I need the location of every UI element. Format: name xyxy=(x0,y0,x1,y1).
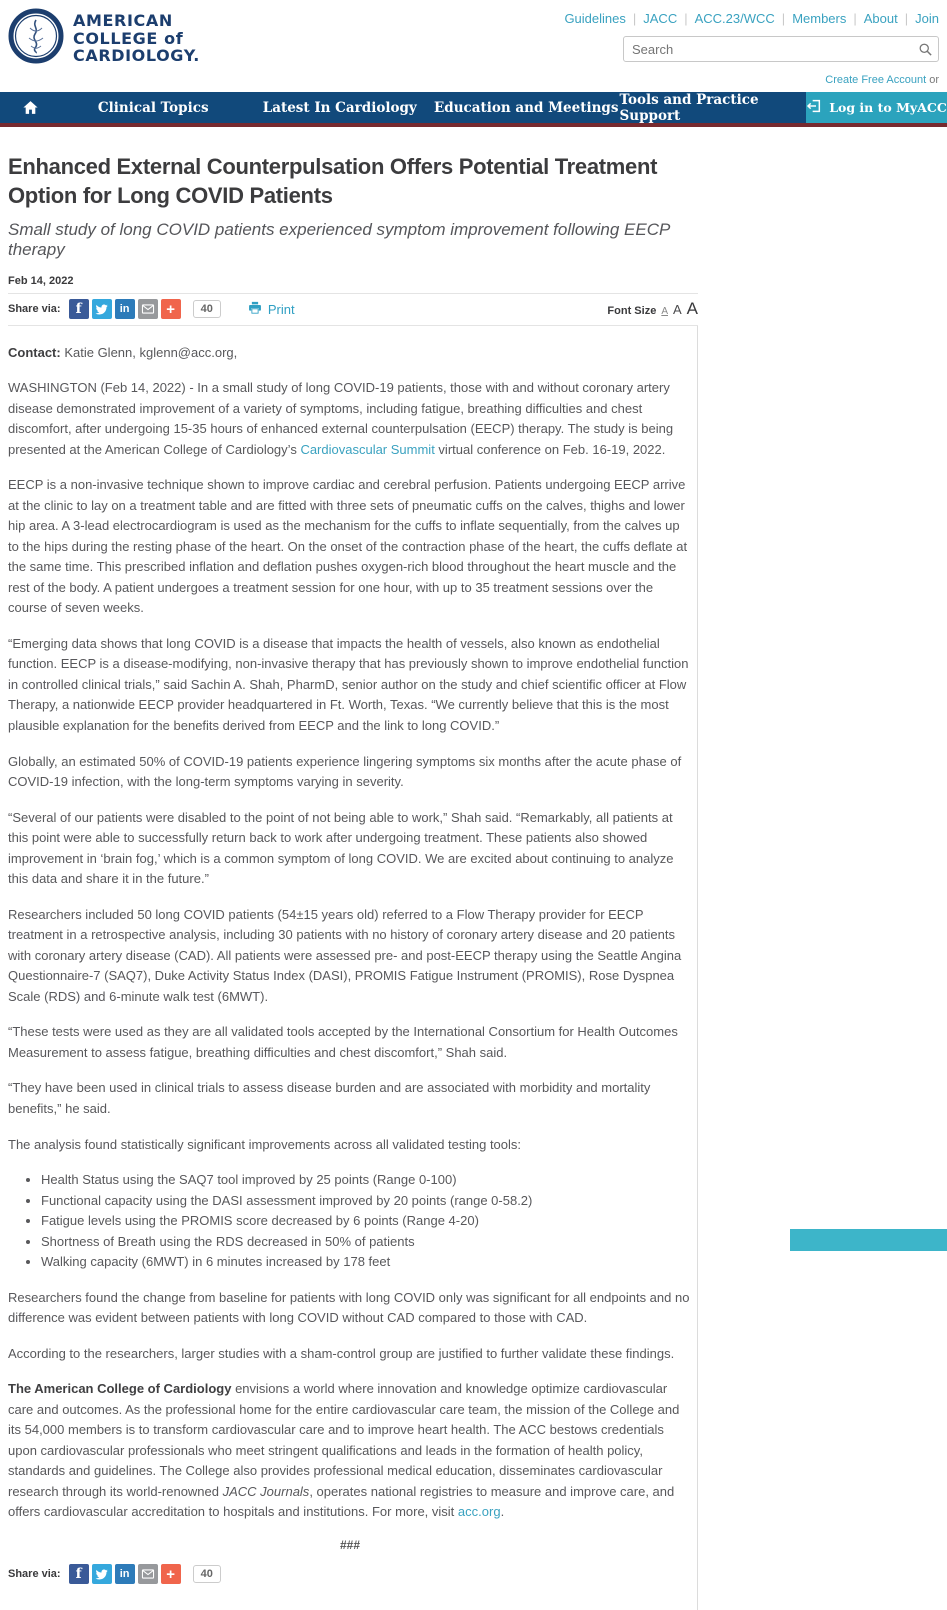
article-paragraph xyxy=(8,475,692,619)
article-date: Feb 14, 2022 xyxy=(8,275,698,294)
article-paragraph xyxy=(8,1344,692,1365)
article-paragraph xyxy=(8,752,692,793)
bottom-share-toolbar xyxy=(8,1562,692,1610)
text-run: WASHINGTON (Feb 14, 2022) - In a small study of long COVID-19 patients, those with and without coronary artery disease demonstrated improvement of a variety of symptoms, including fatigue, breathing difficulties and chest discomfort, after undergoing 15-35 hours of enhanced external counterpulsation (EECP) therapy. The study is being presented at the American College of Cardiology’s xyxy=(8,380,673,457)
utility-link-guidelines[interactable]: Guidelines xyxy=(564,11,625,26)
utility-separator: | xyxy=(853,11,856,26)
linkedin-share-icon[interactable]: in xyxy=(115,1564,135,1584)
utility-link-join[interactable]: Join xyxy=(915,11,939,26)
inline-link[interactable]: acc.org xyxy=(458,1504,501,1519)
article-paragraph xyxy=(8,634,692,737)
finding-item: • Health Status using the SAQ7 tool improved by 25 points (Range 0-100) xyxy=(41,1170,692,1191)
finding-item: • Shortness of Breath using the RDS decreased in 50% of patients xyxy=(41,1232,692,1253)
article-paragraph xyxy=(8,808,692,890)
email-share-icon[interactable] xyxy=(138,299,158,319)
text-run: “Emerging data shows that long COVID is a disease that impacts the health of vessels, also known as endothelial function. EECP is a disease-modifying, non-invasive therapy that has previously shown to improve endothelial function in controlled clinical trials,” said Sachin A. Shah, PharmD, senior author on the study and chief scientific officer at Flow Therapy, a nationwide EECP provider headquartered in Ft. Worth, Texas. “We currently believe that this is the most plausible explanation for the benefits derived from EECP and the link to long COVID.” xyxy=(8,636,688,733)
article-paragraph xyxy=(8,1379,692,1523)
article-body xyxy=(8,326,698,1610)
text-run: Researchers found the change from baseline for patients with long COVID only was significant for all endpoints and no difference was evident between patients with long COVID without CAD compared to those with CAD. xyxy=(8,1290,689,1326)
text-run: Researchers included 50 long COVID patients (54±15 years old) referred to a Flow Therapy provider for EECP treatment in a retrospective analysis, including 30 patients with no history of coronary artery disease and 20 patients with coronary artery disease (CAD). All patients were assessed pre- and post-EECP therapy using the Seattle Angina Questionnaire-7 (SAQ7), Duke Activity Status Index (DASI), PROMIS Fatigue Instrument (PROMIS), Rose Dyspnea Scale (RDS) and 6-minute walk test (6MWT). xyxy=(8,907,681,1004)
utility-link-jacc[interactable]: JACC xyxy=(643,11,677,26)
article-subtitle: Small study of long COVID patients experienced symptom improvement following EECP therapy xyxy=(8,220,698,260)
email-share-icon[interactable] xyxy=(138,1564,158,1584)
inline-link[interactable]: Cardiovascular Summit xyxy=(300,442,434,457)
nav-item-latest-in-cardiology[interactable]: Latest In Cardiology xyxy=(247,92,434,123)
nav-item-tools-and-practice-support[interactable]: Tools and Practice Support xyxy=(620,92,807,123)
share-count-badge: 40 xyxy=(193,1565,221,1583)
text-run: . xyxy=(501,1504,505,1519)
text-run: “Several of our patients were disabled to the point of not being able to work,” Shah said. “Remarkably, all patients at this point were able to successfully return back to work after undergoing treatment. These patients also showed improvement in ‘brain fog,’ which is a common symptom of long COVID. We are excited about continuing to analyze this data and share it in the future.” xyxy=(8,810,673,887)
text-run: , operates national registries to measure and improve care, and offers cardiovascular accreditation to hospitals and institutions. For more, visit xyxy=(8,1484,674,1520)
facebook-share-icon[interactable]: f xyxy=(69,299,89,319)
utility-link-about[interactable]: About xyxy=(864,11,898,26)
feedback-tab[interactable] xyxy=(790,1229,947,1251)
home-icon[interactable] xyxy=(0,92,60,123)
finding-item: • Functional capacity using the DASI assessment improved by 20 points (range 0-58.2) xyxy=(41,1191,692,1212)
share-via-label: Share via: xyxy=(8,1568,61,1580)
account-prompt xyxy=(825,74,939,86)
text-run: Globally, an estimated 50% of COVID-19 patients experience lingering symptoms six months after the acute phase of COVID-19 infection, with the long-term symptoms varying in severity. xyxy=(8,754,681,790)
addthis-share-icon[interactable]: + xyxy=(161,299,181,319)
text-run: Katie Glenn, kglenn@acc.org, xyxy=(61,345,238,360)
italic-text: JACC Journals xyxy=(223,1484,310,1499)
print-label: Print xyxy=(268,302,295,317)
page-title: Enhanced External Counterpulsation Offers Potential Treatment Option for Long COVID Patients xyxy=(8,152,698,211)
bold-text: Contact: xyxy=(8,345,61,360)
bold-text: The American College of Cardiology xyxy=(8,1381,231,1396)
text-run: envisions a world where innovation and knowledge optimize cardiovascular care and outcomes. As the professional home for the entire cardiovascular care team, the mission of the College and its 54,000 members is to transform cardiovascular care and to improve heart health. The ACC bestows credentials upon cardiovascular professionals who meet stringent qualifications and leads in the formation of health policy, standards and guidelines. The College also provides professional medical education, disseminates cardiovascular research through its world-renowned xyxy=(8,1381,679,1499)
article xyxy=(8,131,698,1610)
login-label: Log in to MyACC xyxy=(829,100,947,115)
utility-separator: | xyxy=(905,11,908,26)
twitter-share-icon[interactable] xyxy=(92,299,112,319)
font-size-medium[interactable]: A xyxy=(673,302,682,317)
article-paragraph xyxy=(8,378,692,460)
addthis-share-icon[interactable]: + xyxy=(161,1564,181,1584)
text-run: virtual conference on Feb. 16-19, 2022. xyxy=(435,442,666,457)
font-size-small[interactable]: A xyxy=(661,306,668,317)
search-icon[interactable] xyxy=(912,42,938,57)
search-box xyxy=(623,36,939,62)
share-via-label: Share via: xyxy=(8,303,61,315)
login-icon xyxy=(806,98,822,117)
acc-logo[interactable] xyxy=(8,8,200,69)
font-size-large[interactable]: A xyxy=(687,299,698,319)
utility-link-members[interactable]: Members xyxy=(792,11,846,26)
linkedin-share-icon[interactable]: in xyxy=(115,299,135,319)
utility-link-acc-23-wcc[interactable]: ACC.23/WCC xyxy=(695,11,775,26)
acc-logo-text: AMERICAN COLLEGE of CARDIOLOGY. xyxy=(73,12,200,66)
text-run: The analysis found statistically significant improvements across all validated testing tools: xyxy=(8,1137,521,1152)
nav-item-education-and-meetings[interactable]: Education and Meetings xyxy=(433,92,620,123)
login-myacc-button[interactable] xyxy=(806,92,947,123)
article-paragraph xyxy=(8,1078,692,1119)
utility-separator: | xyxy=(633,11,636,26)
finding-item: • Fatigue levels using the PROMIS score decreased by 6 points (Range 4-20) xyxy=(41,1211,692,1232)
utility-nav xyxy=(564,11,939,26)
text-run: “These tests were used as they are all validated tools accepted by the International Consortium for Health Outcomes Measurement to assess fatigue, breathing difficulties and chest discomfort,” Shah said. xyxy=(8,1024,678,1060)
findings-list xyxy=(26,1170,692,1273)
site-header xyxy=(0,0,947,92)
or-text: or xyxy=(926,74,939,86)
article-paragraph xyxy=(8,1135,692,1156)
finding-item: • Walking capacity (6MWT) in 6 minutes increased by 178 feet xyxy=(41,1252,692,1273)
font-size-label: Font Size xyxy=(607,305,656,317)
printer-icon xyxy=(247,300,263,318)
text-run: EECP is a non-invasive technique shown to improve cardiac and cerebral perfusion. Patients undergoing EECP arrive at the clinic to lay on a treatment table and are fitted with three sets of pneumatic cuffs on the calves, thighs and lower hip area. A 3-lead electrocardiogram is used as the mechanism for the cuffs to inflate sequentially, from the calves up to the hips during the resting phase of the heart. On the onset of the contraction phase of the heart, the cuffs deflate at the same time. This prescribed inflation and deflation pushes oxygen-rich blood throughout the heart muscle and the rest of the body. A patient undergoes a treatment session for one hour, with up to 35 treatment sessions over the course of seven weeks. xyxy=(8,477,687,615)
search-input[interactable] xyxy=(624,37,912,61)
share-toolbar xyxy=(8,294,698,326)
font-size-control xyxy=(607,299,698,319)
share-count-badge: 40 xyxy=(193,300,221,318)
create-free-account-link[interactable]: Create Free Account xyxy=(825,74,926,86)
article-paragraph xyxy=(8,1022,692,1063)
nav-item-clinical-topics[interactable]: Clinical Topics xyxy=(60,92,247,123)
article-paragraph xyxy=(8,1288,692,1329)
utility-separator: | xyxy=(782,11,785,26)
text-run: According to the researchers, larger studies with a sham-control group are justified to further validate these findings. xyxy=(8,1346,674,1361)
facebook-share-icon[interactable]: f xyxy=(69,1564,89,1584)
article-paragraph xyxy=(8,343,692,364)
end-mark: ### xyxy=(8,1538,692,1552)
print-button[interactable] xyxy=(247,300,295,318)
article-paragraph xyxy=(8,905,692,1008)
twitter-share-icon[interactable] xyxy=(92,1564,112,1584)
primary-nav xyxy=(0,92,947,127)
acc-emblem-icon xyxy=(8,8,64,69)
utility-separator: | xyxy=(684,11,687,26)
text-run: “They have been used in clinical trials to assess disease burden and are associated with morbidity and mortality benefits,” he said. xyxy=(8,1080,650,1116)
